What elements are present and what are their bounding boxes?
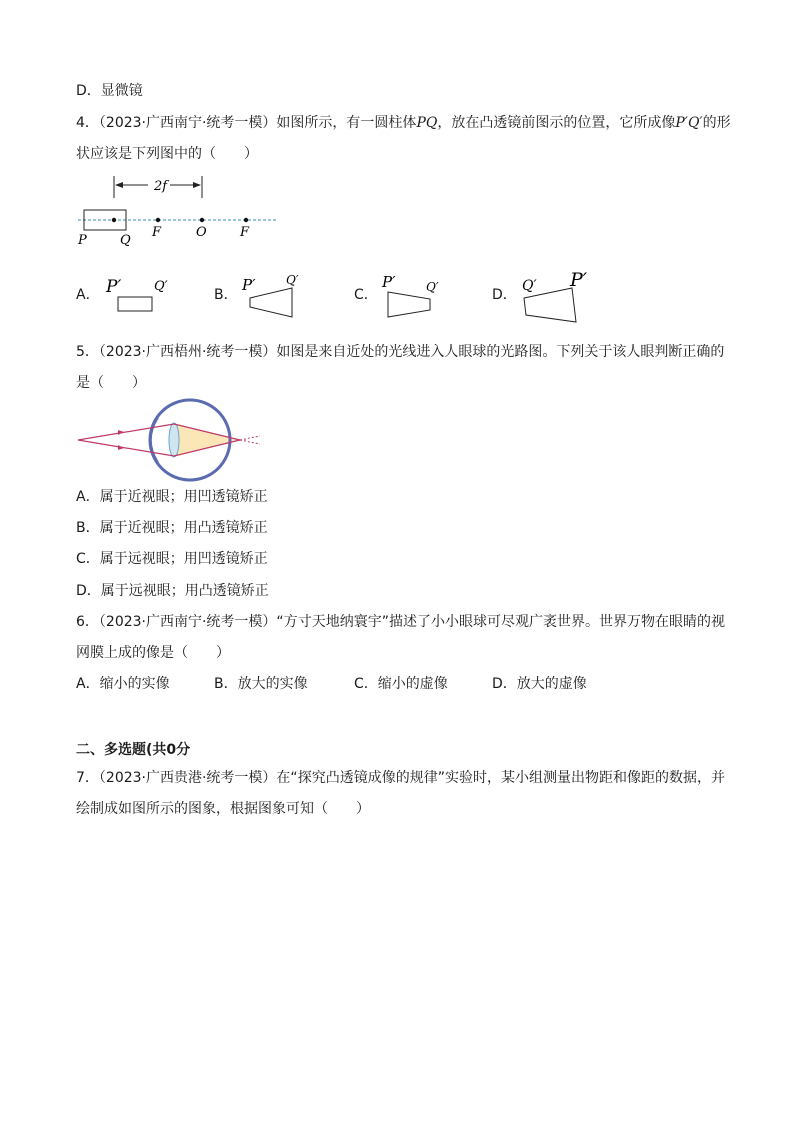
q5-option-d: D．属于远视眼；用凸透镜矫正 xyxy=(76,583,269,599)
q5-stem-line1: 5．（2023·广西梧州·统考一模）如图是来自近处的光线进入人眼球的光路图。下列关于该人眼判断正确的 xyxy=(76,344,725,360)
q4-image-label: P′Q′ xyxy=(675,115,703,131)
option-d-q-label: Q′ xyxy=(522,278,537,294)
q4-option-a-figure xyxy=(104,274,174,316)
q6-stem-line1: 6．（2023·广西南宁·统考一模）“方寸天地纳寰宇”描述了小小眼球可尽观广袤世界。世界万物在眼睛的视 xyxy=(76,614,725,630)
q4-option-a-letter: A． xyxy=(76,287,100,303)
q4-mid: ，放在凸透镜前图示的位置，它所成像 xyxy=(437,115,676,131)
q4-option-d-figure xyxy=(518,266,598,326)
q4-figure xyxy=(70,170,290,250)
ray-upper-in xyxy=(78,424,174,440)
q4-option-b-figure xyxy=(240,270,310,320)
label-f-right: F xyxy=(240,225,250,240)
q4-option-c-figure xyxy=(380,270,450,320)
q4-stem-line2: 状应该是下列图中的（ ） xyxy=(76,146,258,162)
q4-prefix: 4．（2023·广西南宁·统考一模）如图所示，有一圆柱体 xyxy=(76,115,417,131)
point-o xyxy=(200,218,204,222)
label-f-left: F xyxy=(152,225,162,240)
q4-tail: 的形 xyxy=(702,115,731,131)
option-d-p-label: P′ xyxy=(570,269,588,291)
option-b-q-label: Q′ xyxy=(286,273,299,287)
label-p: P xyxy=(78,233,87,248)
bracket-left-arrow xyxy=(115,182,123,188)
option-b-p-label: P′ xyxy=(242,276,256,294)
ray-upper-extension xyxy=(240,436,260,440)
crystalline-lens xyxy=(169,423,179,457)
ray-lower-extension xyxy=(240,440,260,444)
label-o: O xyxy=(196,225,207,240)
option-c-shape xyxy=(388,292,430,317)
q4-option-c-letter: C． xyxy=(354,287,378,303)
q6-option-c: C．缩小的虚像 xyxy=(354,676,448,692)
section-2-title: 二、多选题(共0分 xyxy=(76,742,191,758)
q6-option-b: B．放大的实像 xyxy=(214,676,308,692)
option-a-p-label: P′ xyxy=(106,277,122,297)
point-f-right xyxy=(244,218,248,222)
bracket-right-arrow xyxy=(193,182,201,188)
point-f-left xyxy=(156,218,160,222)
q4-option-d-letter: D． xyxy=(492,287,517,303)
q3-option-d: D．显微镜 xyxy=(76,83,143,99)
q5-stem-line2: 是（ ） xyxy=(76,375,146,391)
q6-option-a: A．缩小的实像 xyxy=(76,676,170,692)
q6-option-d: D．放大的虚像 xyxy=(492,676,587,692)
option-c-p-label: P′ xyxy=(382,273,396,291)
ray-lower-in xyxy=(78,440,174,456)
option-a-q-label: Q′ xyxy=(154,279,168,294)
q4-stem-line1 xyxy=(76,113,731,133)
q5-option-b: B．属于近视眼；用凸透镜矫正 xyxy=(76,520,268,536)
option-c-q-label: Q′ xyxy=(426,280,439,294)
label-q: Q xyxy=(120,233,131,248)
q7-stem-line2: 绘制成如图所示的图象，根据图象可知（ ） xyxy=(76,801,370,817)
option-b-shape xyxy=(250,288,292,317)
q7-stem-line1: 7．（2023·广西贵港·统考一模）在“探究凸透镜成像的规律”实验时，某小组测量出物距和像距的数据，并 xyxy=(76,770,725,786)
q6-stem-line2: 网膜上成的像是（ ） xyxy=(76,645,230,661)
q4-option-b-letter: B． xyxy=(214,287,238,303)
point-q xyxy=(112,218,116,222)
q4-object-label: PQ xyxy=(416,115,438,131)
option-a-shape xyxy=(118,297,152,311)
q5-eye-figure xyxy=(74,398,264,486)
q5-option-c: C．属于远视眼；用凹透镜矫正 xyxy=(76,551,268,567)
q5-option-a: A．属于近视眼；用凹透镜矫正 xyxy=(76,489,268,505)
distance-label: 2f xyxy=(154,179,168,194)
